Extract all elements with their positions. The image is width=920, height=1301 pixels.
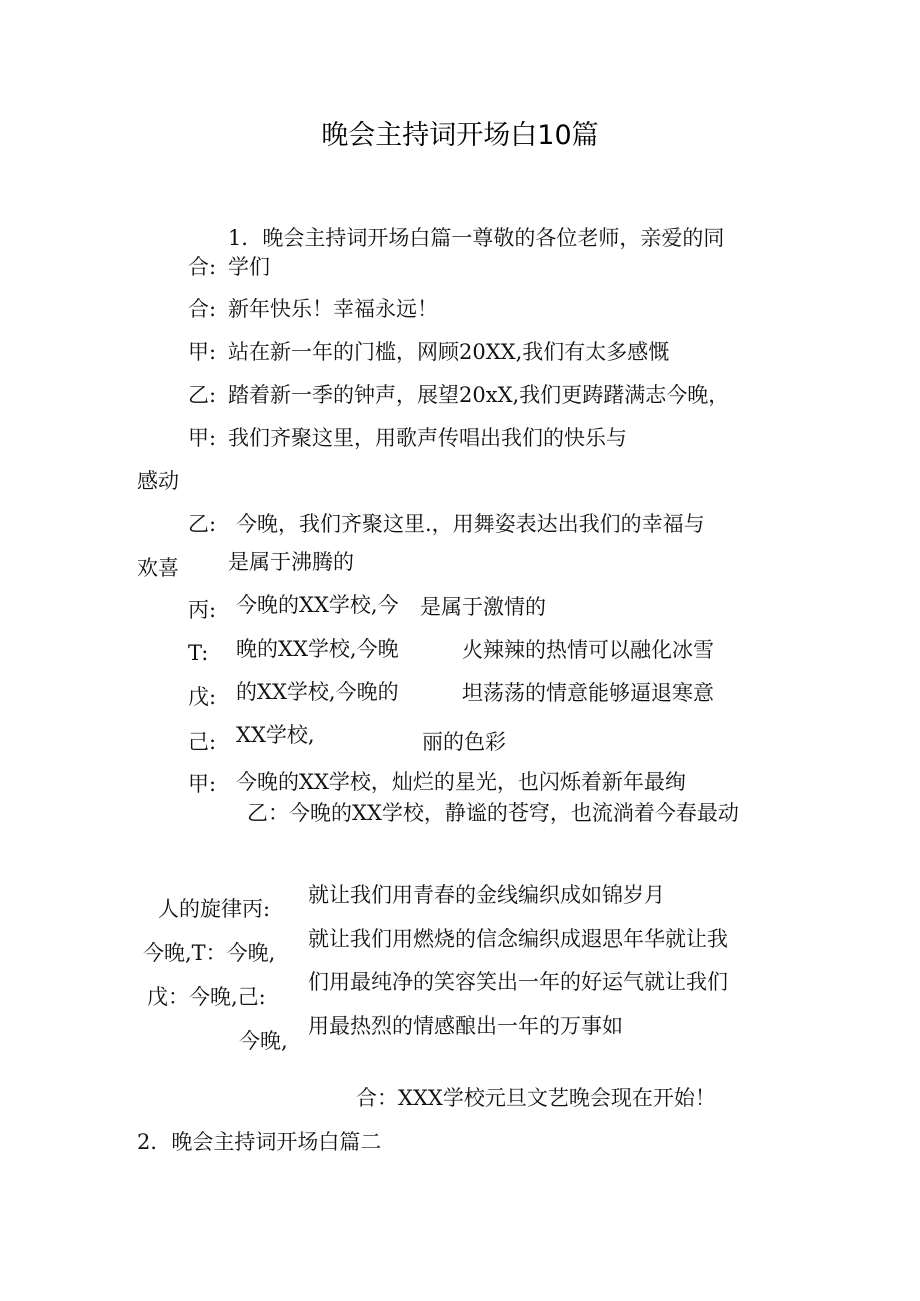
dialogue-line: 今晚的XX学校，灿烂的星光，也闪烁着新年最绚 [236,770,686,794]
block-left-line: 人的旋律丙: [158,897,271,921]
dialogue-line: 我们齐聚这里，用歌声传唱出我们的快乐与 [228,426,627,450]
closing-line: 合：XXX学校元旦文艺晚会现在开始！ [356,1086,716,1110]
dialogue-line-left: 今晚的XX学校,今 [236,593,399,617]
dialogue-line: 新年快乐！幸福永远！ [228,297,438,321]
speaker-label: 己: [188,730,217,754]
wrapped-text: 欢喜 [137,556,179,580]
speaker-label: T: [188,641,209,665]
section-1-heading: 1．晚会主持词开场白篇一尊敬的各位老师，亲爱的同 [228,226,725,250]
speaker-label: 合: [188,297,217,321]
dialogue-line: 站在新一年的门槛，网顾20XX,我们有太多感慨 [228,340,670,364]
speaker-label: 合: [188,255,217,279]
block-left-line: 今晚,T：今晚, [143,941,276,965]
speaker-label: 戊: [188,685,217,709]
dialogue-line: 踏着新一季的钟声，展望20xX,我们更踌躇满志今晚， [228,383,730,407]
dialogue-line-right: 丽的色彩 [422,730,506,754]
dialogue-line-right: 坦荡荡的情意能够逼退寒意 [462,681,714,705]
dialogue-line-right: 是属于激情的 [420,595,546,619]
wrapped-text: 感动 [137,469,179,493]
block-right-line: 就让我们用燃烧的信念编织成遐思年华就让我 [308,927,728,951]
speaker-label: 丙: [188,598,217,622]
block-left-line: 今晚, [239,1029,288,1053]
speaker-label: 甲: [188,772,217,796]
section-2-heading: 2．晚会主持词开场白篇二 [137,1130,382,1154]
speaker-label: 甲: [188,340,217,364]
dialogue-line-left: 晚的XX学校,今晚 [236,637,399,661]
block-right-line: 们用最纯净的笑容笑出一年的好运气就让我们 [308,970,728,994]
dialogue-line-left: XX学校, [236,723,315,747]
document-title: 晚会主持词开场白10篇 [321,120,599,151]
speaker-label: 乙: [188,383,217,407]
dialogue-line-right: 火辣辣的热情可以融化冰雪 [462,638,714,662]
dialogue-line: 是属于沸腾的 [228,550,354,574]
dialogue-line: 今晚，我们齐聚这里.，用舞姿表达出我们的幸福与 [236,512,705,536]
speaker-label: 乙: [188,512,217,536]
block-left-line: 戊：今晚,己: [147,985,266,1009]
block-right-line: 用最热烈的情感酿出一年的万事如 [308,1014,623,1038]
block-right-line: 就让我们用青春的金线编织成如锦岁月 [308,883,665,907]
dialogue-line: 乙：今晚的XX学校，静谧的苍穹，也流淌着今春最动 [247,801,739,825]
speaker-label: 甲: [188,426,217,450]
dialogue-line-left: 的XX学校,今晚的 [236,680,399,704]
dialogue-line: 学们 [228,255,270,279]
